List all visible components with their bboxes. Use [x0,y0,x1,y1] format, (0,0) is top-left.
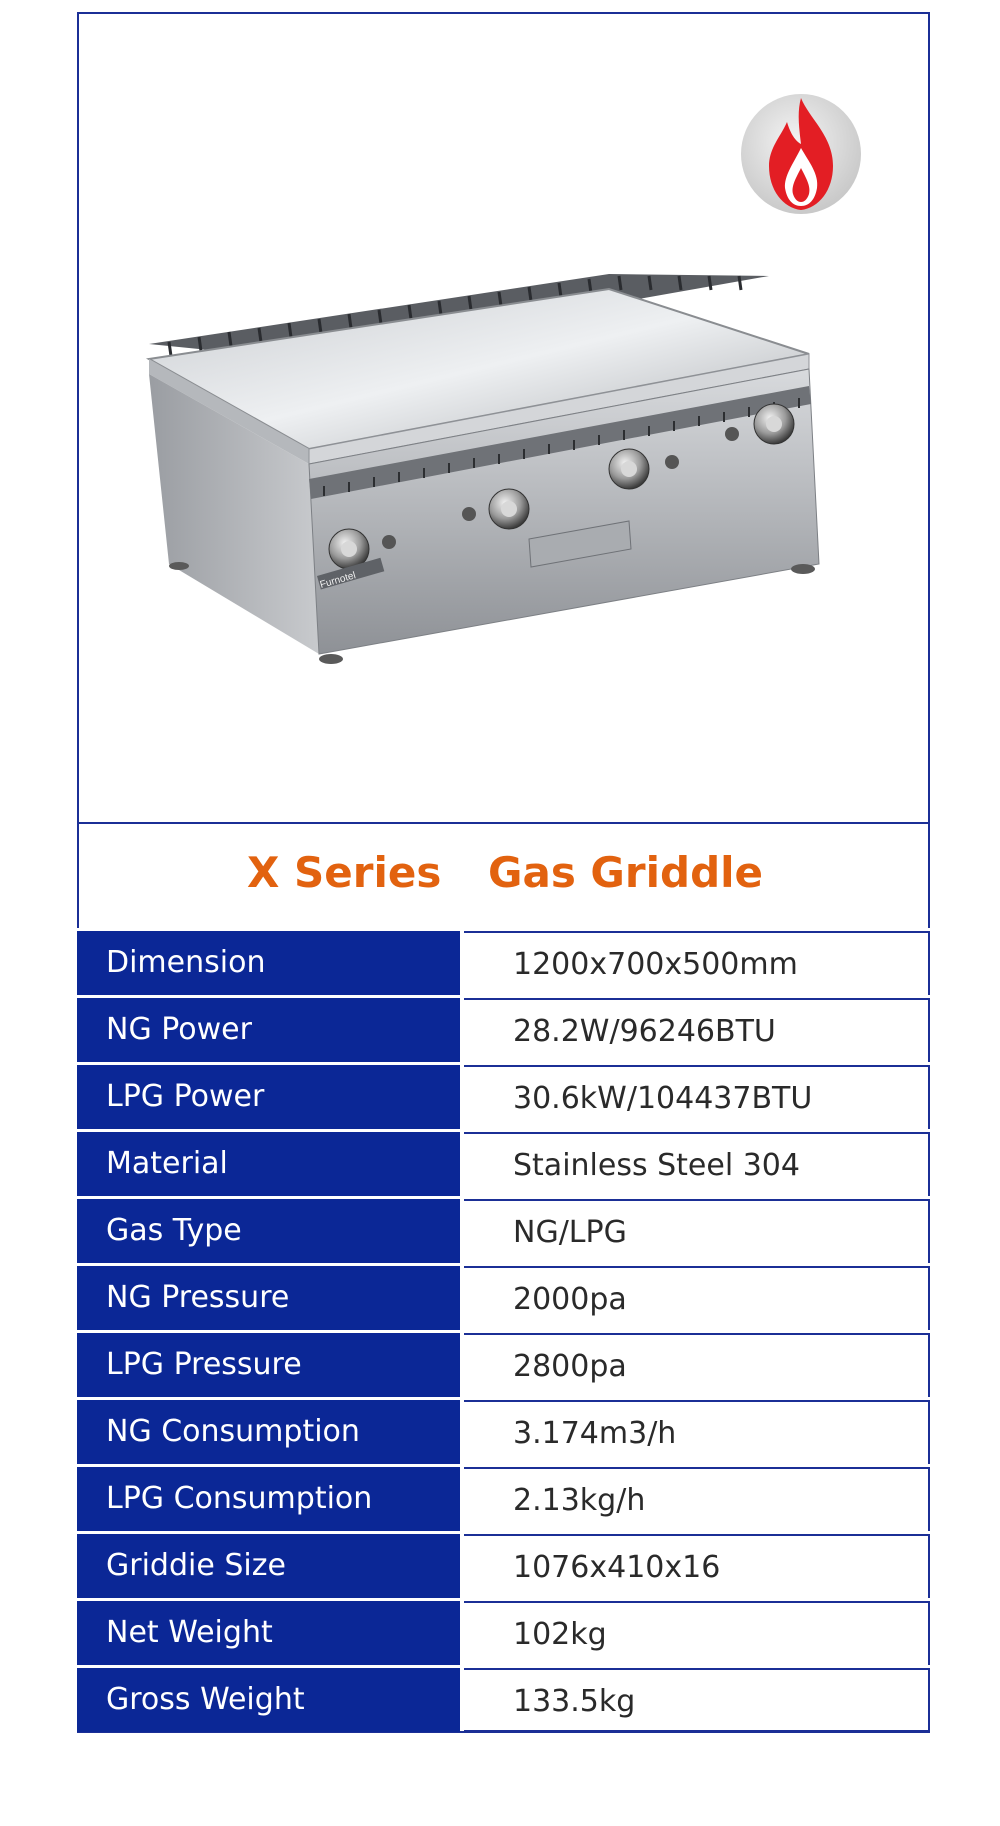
spec-label: NG Power [77,998,460,1062]
spec-label: Dimension [77,931,460,995]
product-name: Gas Griddle [488,848,764,897]
spec-value: 3.174m3/h [464,1400,930,1464]
spec-row [77,995,930,1062]
spec-row [77,1263,930,1330]
spec-label: Net Weight [77,1601,460,1665]
spec-label: LPG Pressure [77,1333,460,1397]
spec-value: NG/LPG [464,1199,930,1263]
spec-label: Gas Type [77,1199,460,1263]
gas-griddle-image [109,264,909,784]
spec-label: NG Consumption [77,1400,460,1464]
product-title [79,824,928,934]
spec-row [77,1598,930,1665]
spec-label: Material [77,1132,460,1196]
spec-label: NG Pressure [77,1266,460,1330]
spec-row [77,1665,930,1732]
spec-value: 133.5kg [464,1668,930,1732]
spec-row [77,1196,930,1263]
spec-row [77,1464,930,1531]
spec-row [77,928,930,995]
spec-value: 2000pa [464,1266,930,1330]
spec-table [77,928,930,1732]
spec-value: 1076x410x16 [464,1534,930,1598]
spec-label: Gross Weight [77,1668,460,1732]
spec-label: LPG Consumption [77,1467,460,1531]
spec-label: Griddie Size [77,1534,460,1598]
brand-logo: Furnotel [318,570,358,591]
spec-row [77,1397,930,1464]
spec-value: 2800pa [464,1333,930,1397]
product-photo-panel [79,14,928,824]
spec-row [77,1129,930,1196]
series-name: X Series [247,848,442,897]
spec-row [77,1062,930,1129]
spec-sheet [77,12,930,1733]
spec-value: 102kg [464,1601,930,1665]
spec-row [77,1330,930,1397]
spec-value: 30.6kW/104437BTU [464,1065,930,1129]
gas-flame-icon [739,92,863,216]
spec-value: Stainless Steel 304 [464,1132,930,1196]
spec-row [77,1531,930,1598]
spec-value: 1200x700x500mm [464,931,930,995]
spec-value: 28.2W/96246BTU [464,998,930,1062]
spec-value: 2.13kg/h [464,1467,930,1531]
spec-label: LPG Power [77,1065,460,1129]
